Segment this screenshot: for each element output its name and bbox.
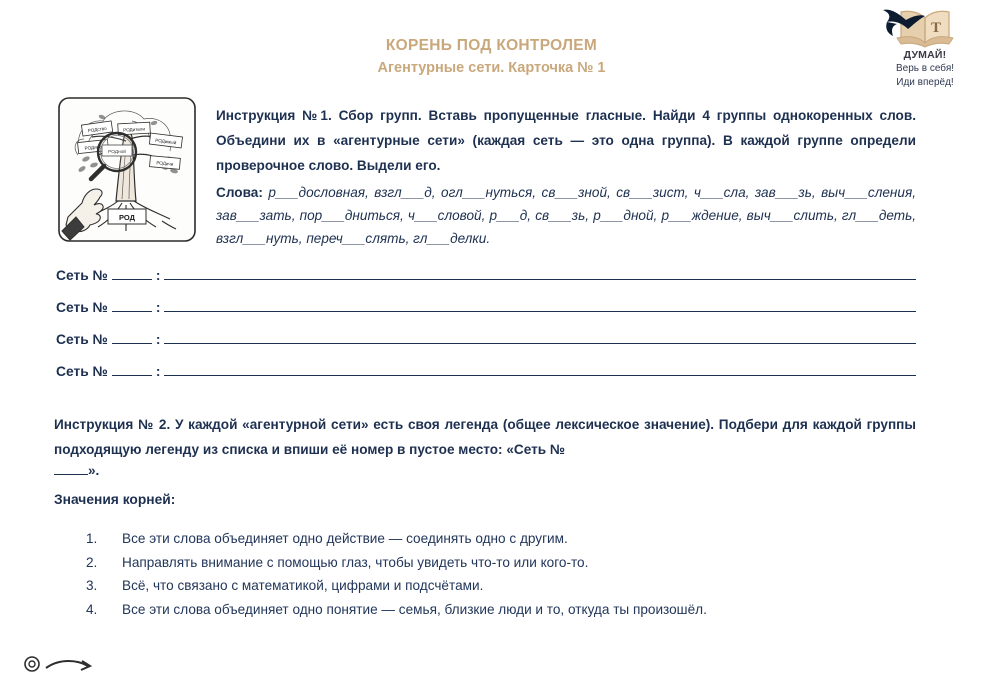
svg-text:РОДина: РОДина [84,144,102,151]
words-block [216,181,916,250]
svg-text:РОДители: РОДители [123,126,146,133]
svg-text:РОДичи: РОДичи [156,160,174,167]
logo-tagline-line3: Иди вперёд! [896,76,954,88]
network-answer-lines [56,266,916,394]
network-colon: : [155,332,161,347]
words-list: р___дословная, взгл___д, огл___нуться, св___зной, св___зист, ч___сла, зав___зь, выч___сления, зав___зать, пор___дниться, ч___словой, р___д, св___зь, р___дной, р___ждение, выч___слить, гл___деть, взгл___нуть, переч___слять, гл___делки. [216,185,917,246]
network-answer-input[interactable] [164,266,916,280]
meaning-number: 1. [86,531,98,546]
words-label: Слова: [216,185,263,200]
network-label: Сеть № [56,300,108,315]
network-colon: : [155,364,161,379]
meanings-heading: Значения корней: [54,492,176,507]
meaning-text: Всё, что связано с математикой, цифрами и подсчётами. [122,578,484,593]
list-item [86,527,926,551]
network-row [56,266,916,298]
worksheet-header [0,36,983,78]
meaning-number: 3. [86,578,98,593]
list-item [86,574,926,598]
network-row [56,362,916,394]
instruction-two-tail-text: ». [88,463,100,478]
network-row [56,298,916,330]
instruction-two-text: Инструкция № 2. У каждой «агентурной сети» есть своя легенда (общее лексическое значение). Подбери для каждой группы подходящую легенду из списка и впиши её номер в пустое место: «Сеть № [54,417,916,457]
family-tree-with-magnifier-icon [58,97,196,242]
network-answer-input[interactable] [164,362,916,376]
network-label: Сеть № [56,268,108,283]
network-number-input[interactable] [112,362,152,376]
meaning-text: Все эти слова объединяет одно понятие — семья, близкие люди и то, откуда ты произошёл. [122,601,707,617]
network-row [56,330,916,362]
network-answer-input[interactable] [164,330,916,344]
svg-text:Т: Т [930,20,942,36]
svg-text:РОДной: РОДной [108,150,126,155]
list-item [86,551,926,575]
partial-swirl-decoration-icon [22,650,142,676]
network-label: Сеть № [56,332,108,347]
instruction-one-text: Инструкция №1. Сбор групп. Вставь пропущенные гласные. Найди 4 группы однокоренных слов. Объедини их в «агентурные сети» (каждая сеть — это одна группа). В каждой группе определи проверочное слово. Выдели его. [216,108,916,173]
network-number-input[interactable] [112,266,152,280]
network-label: Сеть № [56,364,108,379]
page-subtitle: Агентурные сети. Карточка № 1 [377,60,606,76]
page-title: КОРЕНЬ ПОД КОНТРОЛЕМ [385,37,598,54]
instruction-two-tail [54,462,99,478]
meaning-text: Все эти слова объединяет одно действие — соединять одно с другим. [122,531,568,546]
network-number-input[interactable] [112,298,152,312]
svg-text:РОДство: РОДство [87,125,107,134]
legend-number-input[interactable] [54,462,88,475]
network-number-input[interactable] [112,330,152,344]
logo-tagline-main: ДУМАЙ! [903,49,947,61]
network-colon: : [155,268,161,283]
meanings-list [86,527,926,621]
svg-text:РОДимый: РОДимый [155,137,177,146]
list-item [86,598,926,622]
logo-tagline-line2: Верь в себя! [895,63,955,74]
meaning-number: 2. [86,554,98,570]
meaning-number: 4. [86,601,98,617]
network-colon: : [155,300,161,315]
network-answer-input[interactable] [164,298,916,312]
meaning-text: Направлять внимание с помощью глаз, чтобы увидеть что-то или кого-то. [122,554,589,570]
svg-text:РОД: РОД [119,213,135,222]
